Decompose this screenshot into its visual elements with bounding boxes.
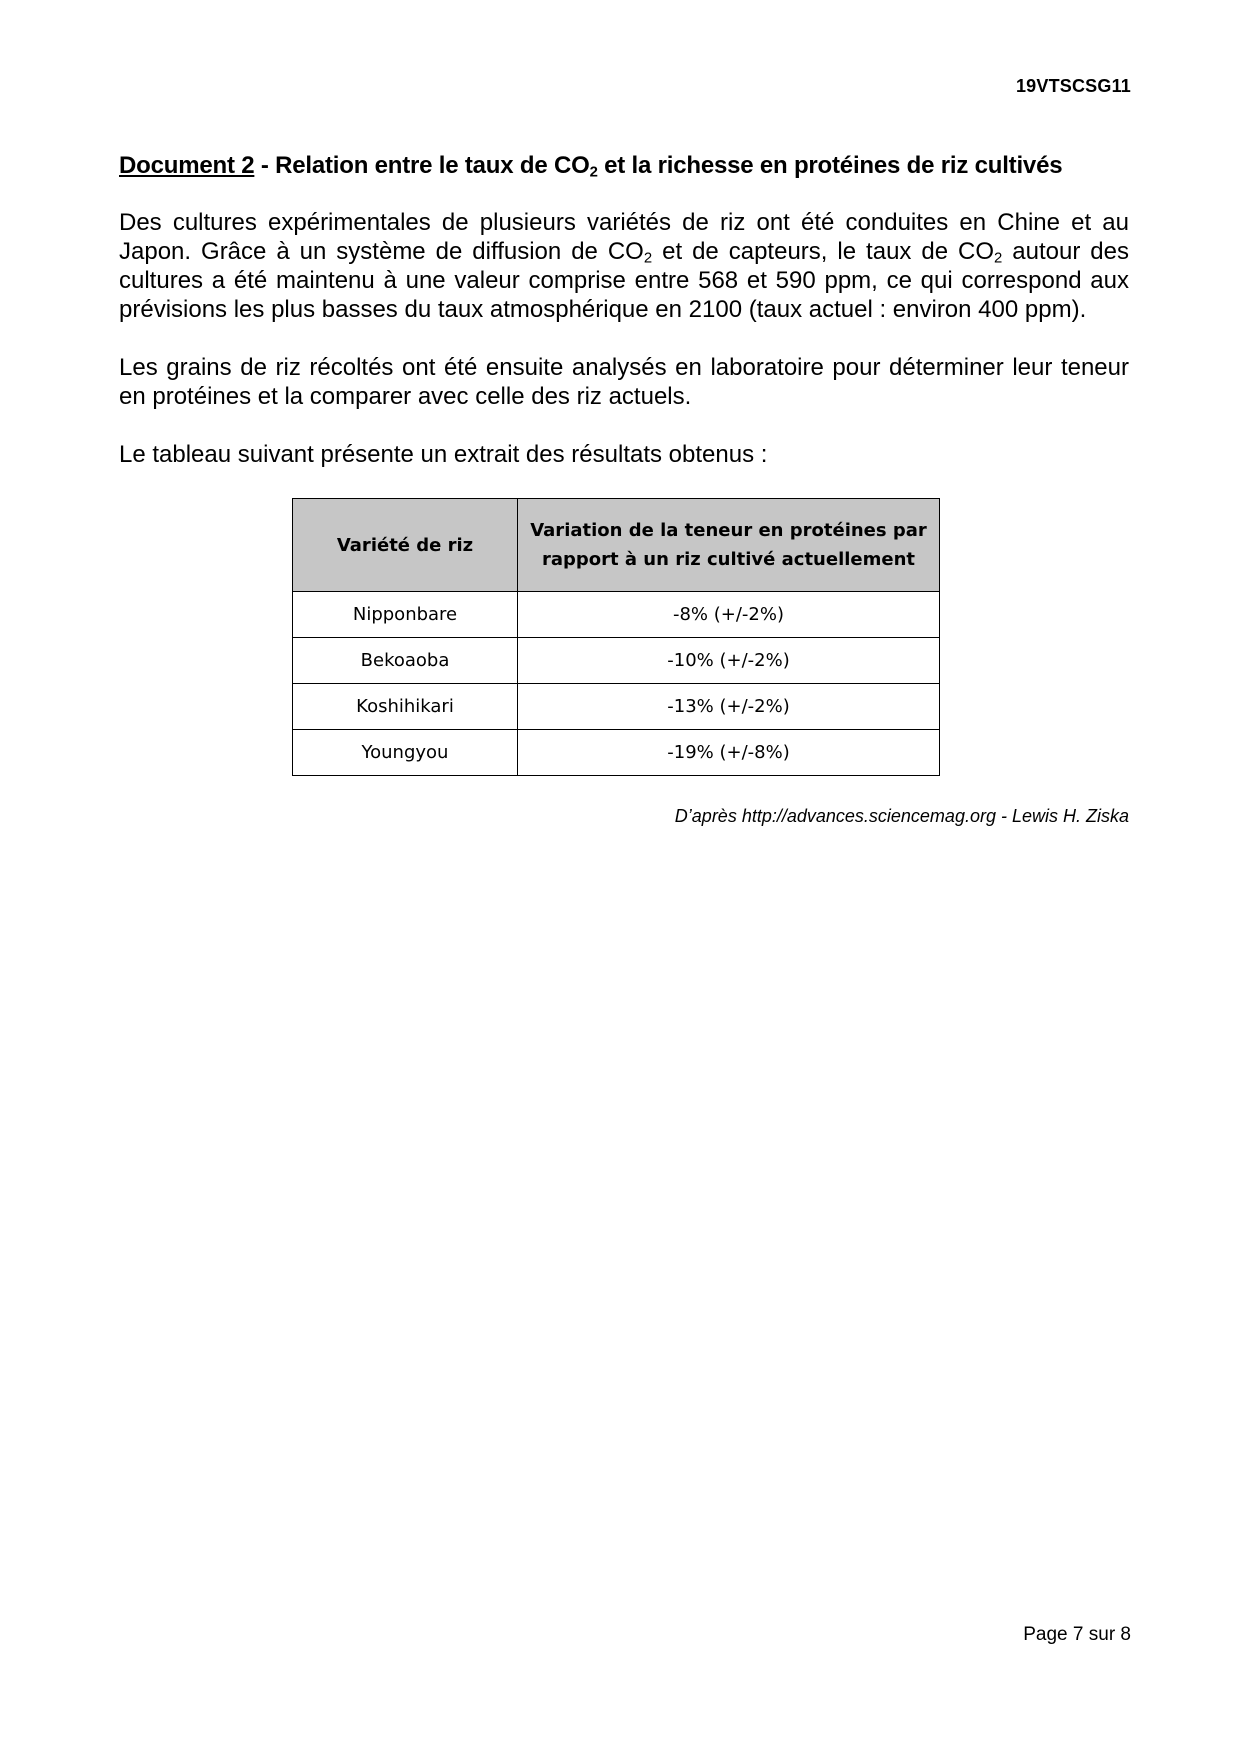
table-header-row xyxy=(293,499,940,592)
variation-cell: -13% (+/-2%) xyxy=(518,684,940,730)
header-variety: Variété de riz xyxy=(293,499,518,592)
variety-cell: Koshihikari xyxy=(293,684,518,730)
variety-cell: Youngyou xyxy=(293,730,518,776)
paragraph-1-text-b: et de capteurs, le taux de CO xyxy=(652,238,995,265)
results-table-wrapper xyxy=(292,498,940,776)
variation-cell: -10% (+/-2%) xyxy=(518,638,940,684)
table-row xyxy=(293,638,940,684)
variety-cell: Bekoaoba xyxy=(293,638,518,684)
paragraph-experiment xyxy=(119,208,1129,324)
paragraph-analysis: Les grains de riz récoltés ont été ensuite analysés en laboratoire pour déterminer leur teneur en protéines et la comparer avec celle des riz actuels. xyxy=(119,354,1129,410)
variation-cell: -19% (+/-8%) xyxy=(518,730,940,776)
document-code: 19VTSCSG11 xyxy=(1015,76,1131,96)
document-body xyxy=(119,152,1129,827)
paragraph-1-subscript-b: 2 xyxy=(994,250,1003,267)
paragraph-1-subscript-a: 2 xyxy=(643,250,653,267)
page-number: Page 7 sur 8 xyxy=(1023,1624,1131,1645)
paragraph-1-text-c: autour des cultures a été maintenu à une valeur comprise entre 568 et 590 ppm, ce qui correspond aux prévisions les plus basses du taux atmosphérique en 2100 (taux actuel : environ 400 ppm). xyxy=(119,238,1129,323)
variation-cell: -8% (+/-2%) xyxy=(518,592,940,638)
document-reference: Document 2 xyxy=(119,152,255,179)
results-table xyxy=(292,498,940,776)
title-text-part-1: - Relation entre le taux de CO xyxy=(254,152,590,179)
title-text-part-2: et la richesse en protéines de riz cultivés xyxy=(597,152,1063,179)
document-title xyxy=(119,152,1129,180)
table-row xyxy=(293,592,940,638)
paragraph-1-text-a: Des cultures expérimentales de plusieurs variétés de riz ont été conduites en Chine et au Japon. Grâce à un système de diffusion de CO xyxy=(119,209,1129,265)
title-subscript: 2 xyxy=(589,164,598,181)
table-row xyxy=(293,730,940,776)
paragraph-table-intro: Le tableau suivant présente un extrait des résultats obtenus : xyxy=(119,441,768,468)
header-protein-variation: Variation de la teneur en protéines par rapport à un riz cultivé actuellement xyxy=(518,499,940,592)
source-citation: D’après http://advances.sciencemag.org - Lewis H. Ziska xyxy=(674,806,1129,826)
table-row xyxy=(293,684,940,730)
variety-cell: Nipponbare xyxy=(293,592,518,638)
